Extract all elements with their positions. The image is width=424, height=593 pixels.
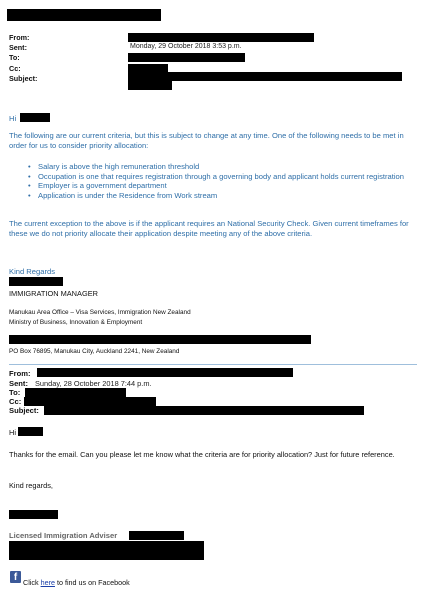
greeting <box>9 114 16 124</box>
cc-label: Cc: <box>9 64 21 73</box>
redacted-from <box>128 33 314 42</box>
list-item: • Salary is above the high remuneration threshold <box>25 162 407 172</box>
redacted-to <box>128 53 245 62</box>
closing: Kind Regards <box>9 267 56 276</box>
redacted-name <box>18 427 43 436</box>
facebook-line <box>23 578 130 587</box>
facebook-icon[interactable]: f <box>10 571 21 583</box>
list-item: • Employer is a government department <box>25 181 407 191</box>
to-label: To: <box>9 388 21 397</box>
redacted-cc <box>128 72 402 81</box>
redacted-license-number <box>129 531 184 540</box>
redacted-sender-name <box>7 9 161 21</box>
sent-label: Sent: <box>9 379 28 388</box>
redacted-contact <box>9 335 311 344</box>
exception-paragraph: The current exception to the above is if the applicant requires an National Security Check. Given current timeframes for these we do not priority allocate their application despite meeting any of the above criteria. <box>9 219 409 238</box>
signature-title: IMMIGRATION MANAGER <box>9 289 98 298</box>
sent-label: Sent: <box>9 43 27 52</box>
facebook-prefix: Click <box>23 578 41 587</box>
to-label: To: <box>9 53 20 62</box>
facebook-suffix: to find us on Facebook <box>54 578 130 587</box>
ministry-line: Ministry of Business, Innovation & Employment <box>9 319 143 326</box>
criteria-intro: The following are our current criteria, but this is subject to change at any time. One of the following needs to be met in order for us to consider priority allocation: <box>9 131 404 150</box>
facebook-link[interactable]: here <box>40 578 55 587</box>
subject-label: Subject: <box>9 74 38 83</box>
sent-value: Sunday, 28 October 2018 7:44 p.m. <box>35 379 152 388</box>
redacted-to <box>25 388 126 397</box>
redacted-name <box>20 113 50 122</box>
office-line: Manukau Area Office – Visa Services, Immigration New Zealand <box>9 309 191 316</box>
reply-message: Thanks for the email. Can you please let me know what the criteria are for priority allocation? Just for future reference. <box>9 450 395 459</box>
redacted-from <box>37 368 293 377</box>
subject-label: Subject: <box>9 406 39 415</box>
list-item: • Occupation is one that requires registration through a governing body and applicant holds current registration <box>25 172 407 182</box>
redacted-company-details <box>9 541 204 560</box>
list-item: • Application is under the Residence from Work stream <box>25 191 407 201</box>
address-line: PO Box 76895, Manukau City, Auckland 2241, New Zealand <box>9 348 180 355</box>
redacted-signatory-name <box>9 277 63 286</box>
redacted-subject <box>128 81 172 90</box>
redacted-subject <box>44 406 364 415</box>
from-label: From: <box>9 33 30 42</box>
redacted-cc <box>24 397 156 406</box>
reply-divider <box>9 364 417 365</box>
redacted-signatory-name <box>9 510 58 519</box>
greeting: Hi <box>9 428 16 437</box>
adviser-title <box>9 531 117 540</box>
greeting-text: Hi <box>9 114 17 123</box>
cc-label: Cc: <box>9 397 22 406</box>
from-label: From: <box>9 369 31 378</box>
closing: Kind regards, <box>9 481 53 490</box>
criteria-list <box>25 162 407 200</box>
redacted-cc <box>128 64 168 72</box>
sent-value: Monday, 29 October 2018 3:53 p.m. <box>130 43 242 50</box>
adviser-title-text: Licensed Immigration Adviser <box>9 531 118 540</box>
